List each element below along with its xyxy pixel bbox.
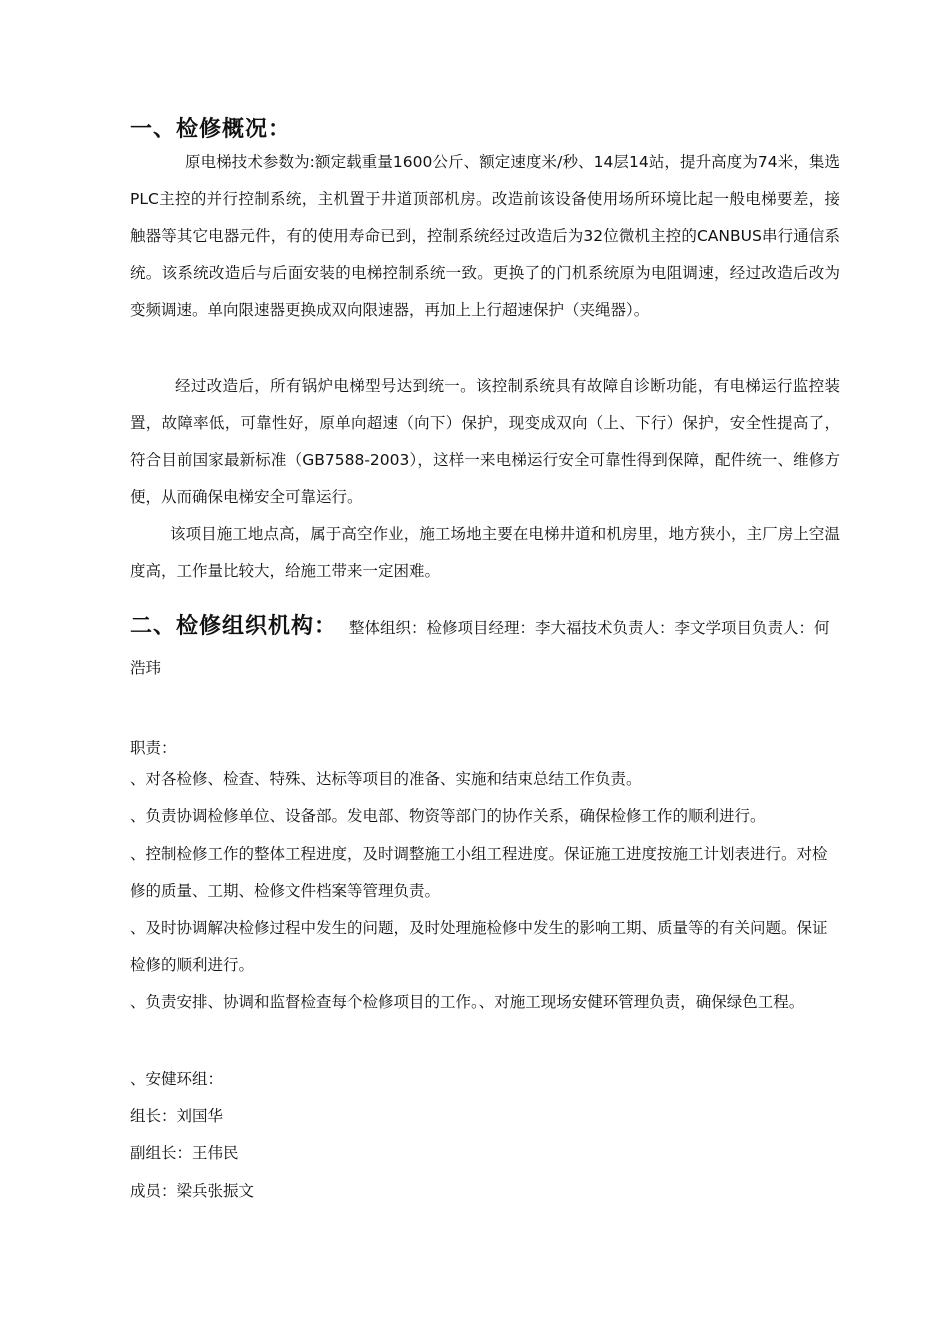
section-2-heading: 二、检修组织机构： [130,614,338,639]
organization-text: 整体组织：检修项目经理：李大福技术负责人：李文学项目负责人：何浩玮 [130,619,830,677]
section-1-heading: 一、检修概况： [130,117,292,142]
duties-label: 职责： [130,739,177,757]
duty-item-4: 、及时协调解决检修过程中发生的问题，及时处理施检修中发生的影响工期、质量等的有关问题。保证检修的顺利进行。 [130,919,828,974]
overview-paragraph-2: 经过改造后，所有锅炉电梯型号达到统一。该控制系统具有故障自诊断功能，有电梯运行监控装置，故障率低，可靠性好，原单向超速（向下）保护，现变成双向（上、下行）保护，安全性提高了，符合目前国家最新标准（GB7588-2003），这样一来电梯运行安全可靠性得到保障，配件统一、维修方便，从而确保电梯安全可靠运行。 [130,377,840,506]
safety-group-label: 、安健环组： [130,1070,224,1088]
duty-item-2: 、负责协调检修单位、设备部。发电部、物资等部门的协作关系，确保检修工作的顺利进行。 [130,807,766,825]
duty-item-5: 、负责安排、协调和监督检查每个检修项目的工作。、对施工现场安健环管理负责，确保绿色工程。 [130,993,805,1011]
section-2-block [130,607,845,688]
group-members: 成员：梁兵张振文 [130,1182,255,1200]
duty-item-3: 、控制检修工作的整体工程进度，及时调整施工小组工程进度。保证施工进度按施工计划表进行。对检修的质量、工期、检修文件档案等管理负责。 [130,845,828,900]
overview-paragraph-1: 原电梯技术参数为:额定载重量1600公斤、额定速度米/秒、14层14站，提升高度为74米，集选PLC主控的并行控制系统，主机置于井道顶部机房。改造前该设备使用场所环境比起一般电梯要差，接触器等其它电器元件，有的使用寿命已到，控制系统经过改造后为32位微机主控的CANBUS串行通信系统。该系统改造后与后面安装的电梯控制系统一致。更换了的门机系统原为电阻调速，经过改造后改为变频调速。单向限速器更换成双向限速器，再加上上行超速保护（夹绳器）。 [130,153,840,319]
duty-item-1: 、对各检修、检查、特殊、达标等项目的准备、实施和结束总结工作负责。 [130,770,642,788]
group-leader: 组长：刘国华 [130,1107,224,1125]
overview-paragraph-3: 该项目施工地点高，属于高空作业，施工场地主要在电梯井道和机房里，地方狭小，主厂房上空温度高，工作量比较大，给施工带来一定困难。 [130,525,840,580]
deputy-group-leader: 副组长：王伟民 [130,1144,239,1162]
